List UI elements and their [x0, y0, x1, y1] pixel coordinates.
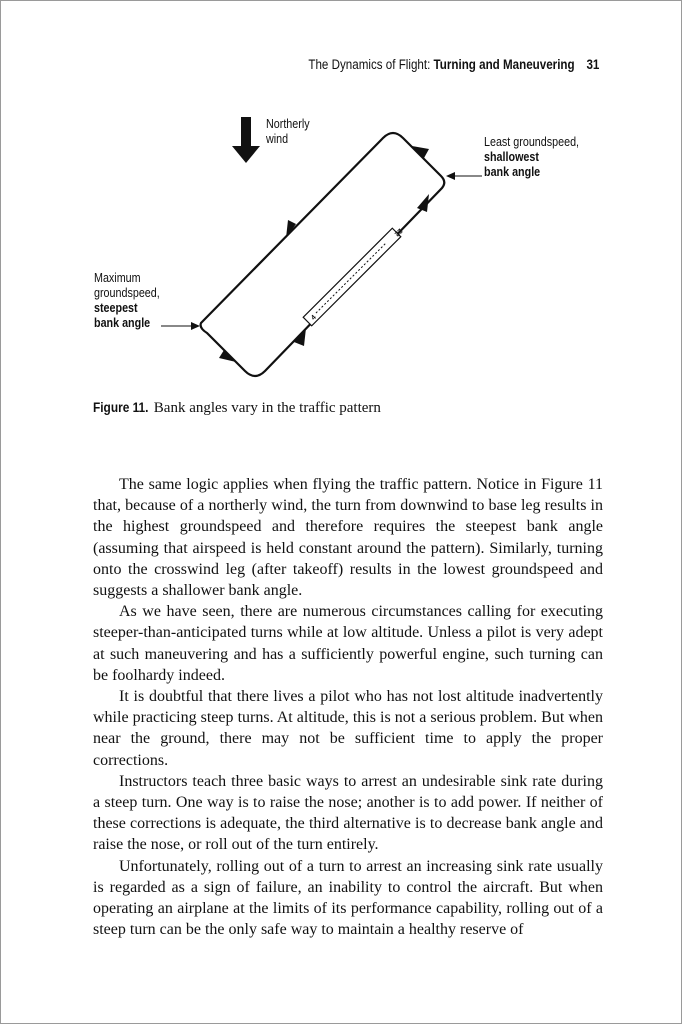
paragraph: As we have seen, there are numerous circumstances calling for executing steeper-than-anticipated turns while at low altitude. Unless a pilot is very adept at such maneuvering and has a sufficiently powerful engine, such turning can be foolhardy indeed. — [93, 603, 603, 684]
runway-number-4: 4 — [310, 314, 318, 322]
paragraph: Instructors teach three basic ways to arrest an undesirable sink rate during a steep turn. One way is to raise the nose; another is to add power. If neither of these corrections is adequate, the third alternative is to decrease bank angle and raise the nose, or roll out of the turn entirely. — [93, 772, 603, 854]
header-section: The Dynamics of Flight: — [307, 57, 430, 72]
wind-label — [266, 117, 310, 147]
label-bold-line: bank angle — [94, 316, 151, 330]
paragraph: The same logic applies when flying the traffic pattern. Notice in Figure 11 that, because of a northerly wind, the turn from downwind to base leg results in the highest groundspeed and therefore requires the steepest bank angle (assuming that airspeed is held constant around the pattern). Similarly, turning onto the crosswind leg (after takeoff) results in the lowest groundspeed and suggests a shallower bank angle. — [93, 476, 603, 600]
page-number: 31 — [586, 57, 599, 72]
label-bold-line: steepest — [94, 301, 138, 315]
runway-number-22: 22 — [392, 226, 404, 238]
body-text — [93, 474, 603, 940]
least-groundspeed-label — [484, 135, 579, 180]
label-line: Least groundspeed, — [484, 135, 580, 149]
label-bold-line: bank angle — [484, 165, 541, 179]
traffic-pattern-diagram — [1, 1, 682, 401]
header-chapter: Turning and Maneuvering — [433, 57, 575, 72]
north-wind-arrow-icon — [232, 117, 260, 163]
figure-number: Figure 11. — [93, 400, 149, 415]
paragraph: It is doubtful that there lives a pilot who has not lost altitude inadvertently while practicing steep turns. At altitude, this is not a serious problem. But when near the ground, there may not be sufficient time to apply the proper corrections. — [93, 688, 603, 769]
max-groundspeed-label — [94, 271, 160, 331]
figure-caption — [93, 400, 381, 417]
left-leader-arrow — [161, 322, 200, 330]
direction-arrow-upwind — [417, 194, 429, 212]
direction-arrow-base — [219, 350, 236, 362]
runway — [303, 228, 401, 326]
paragraph: Unfortunately, rolling out of a turn to arrest an increasing sink rate usually is regarded as a sign of failure, an inability to control the aircraft. But when operating an airplane at the limits of its performance capability, rolling out of a steep turn can be the only safe way to maintain a healthy reserve of — [93, 857, 603, 939]
caption-text: Bank angles vary in the traffic pattern — [153, 400, 381, 416]
traffic-pattern-loop — [201, 133, 445, 376]
direction-arrow-final — [294, 328, 306, 346]
label-line: groundspeed, — [94, 286, 160, 300]
wind-label-line: wind — [266, 132, 289, 146]
label-line: Maximum — [94, 271, 141, 285]
wind-label-line: Northerly — [266, 117, 310, 131]
right-leader-arrow — [446, 172, 482, 180]
label-bold-line: shallowest — [484, 150, 539, 164]
